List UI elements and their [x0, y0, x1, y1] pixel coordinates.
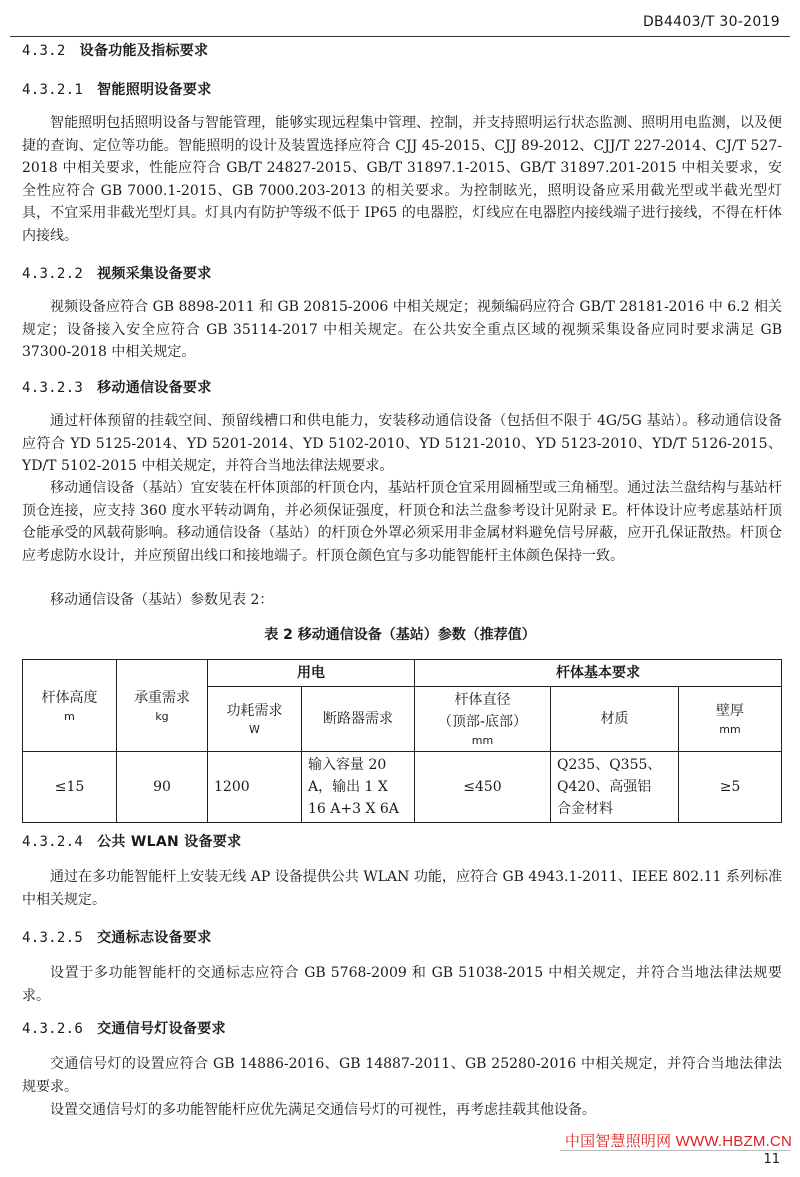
- column-header-thickness: 壁厚 mm: [679, 687, 782, 752]
- paragraph: 视频设备应符合 GB 8898-2011 和 GB 20815-2006 中相关规定；视频编码应符合 GB/T 28181-2016 中 6.2 相关规定；设备接入安全应符合 GB 35114-2017 中相关规定。在公共安全重点区域的视频采集设备应同时要求满足 GB 37300-2018 中相关规定。: [22, 299, 782, 360]
- section-title: 公共 WLAN 设备要求: [97, 834, 242, 850]
- section-heading: [22, 40, 208, 60]
- section-number: 4.3.2.5: [22, 930, 84, 946]
- cell-breaker: 输入容量 20 A，输出 1 X 16 A+3 X 6A: [302, 752, 415, 823]
- header-rule: [10, 36, 790, 37]
- column-header-diameter: 杆体直径 （顶部-底部） mm: [415, 687, 551, 752]
- cell-material: Q235、Q355、 Q420、高强铝 合金材料: [551, 752, 679, 823]
- section-number: 4.3.2: [22, 43, 66, 59]
- section-heading: [22, 927, 212, 947]
- column-header-material: 材质: [551, 687, 679, 752]
- table-caption: 表 2 移动通信设备（基站）参数（推荐值）: [264, 627, 536, 643]
- section-title: 交通信号灯设备要求: [97, 1021, 226, 1037]
- section-number: 4.3.2.1: [22, 82, 84, 98]
- paragraph: 移动通信设备（基站）参数见表 2：: [50, 592, 274, 608]
- section-heading: [22, 377, 212, 397]
- paragraph: 通过杆体预留的挂载空间、预留线槽口和供电能力，安装移动通信设备（包括但不限于 4G/5G 基站）。移动通信设备应符合 YD 5125-2014、YD 5201-2014、YD 5102-2010、YD 5121-2010、YD 5123-2010、YD/T 5126-2015、YD/T 5102-2015 中相关规定，并符合当地法律法规要求。: [22, 413, 782, 474]
- column-group-pole: 杆体基本要求: [415, 660, 782, 687]
- section-title: 设备功能及指标要求: [79, 43, 209, 59]
- watermark: 中国智慧照明网 WWW.HBZM.CN: [564, 1133, 792, 1150]
- section-title: 智能照明设备要求: [97, 82, 212, 98]
- cell-diameter: ≤450: [415, 752, 551, 823]
- parameter-table: [22, 659, 782, 823]
- paragraph: 设置交通信号灯的多功能智能杆应优先满足交通信号灯的可视性，再考虑挂载其他设备。: [50, 1102, 596, 1118]
- column-header-load: 承重需求 kg: [117, 660, 208, 752]
- section-number: 4.3.2.3: [22, 380, 84, 396]
- cell-thickness: ≥5: [679, 752, 782, 823]
- section-heading: [22, 263, 212, 283]
- section-title: 视频采集设备要求: [97, 266, 212, 282]
- section-heading: [22, 831, 241, 851]
- section-number: 4.3.2.6: [22, 1021, 84, 1037]
- column-header-height: 杆体高度 m: [23, 660, 117, 752]
- column-group-power: 用电: [208, 660, 415, 687]
- table-header-row: [23, 660, 782, 687]
- paragraph: 智能照明包括照明设备与智能管理，能够实现远程集中管理、控制，并支持照明运行状态监测、照明用电监测，以及便捷的查询、定位等功能。智能照明的设计及装置选择应符合 CJJ 45-2015、CJJ 89-2012、CJJ/T 227-2014、CJ/T 527-2018 中相关要求，性能应符合 GB/T 24827-2015、GB/T 31897.1-2015、GB/T 31897.201-2015 中相关要求，安全性应符合 GB 7000.1-2015、GB 7000.203-2013 的相关要求。为控制眩光，照明设备应采用截光型或半截光型灯具，不宜采用非截光型灯具。灯具内有防护等级不低于 IP65 的电器腔，灯线应在电器腔内接线端子进行接线，不得在杆体内接线。: [22, 115, 782, 244]
- page-number: 11: [763, 1152, 780, 1167]
- doc-code: DB4403/T 30-2019: [642, 14, 780, 30]
- paragraph: 通过在多功能智能杆上安装无线 AP 设备提供公共 WLAN 功能，应符合 GB 4943.1-2011、IEEE 802.11 系列标准中相关规定。: [22, 869, 782, 908]
- table-row: [23, 752, 782, 823]
- section-number: 4.3.2.4: [22, 834, 84, 850]
- paragraph: 移动通信设备（基站）宜安装在杆体顶部的杆顶仓内，基站杆顶仓宜采用圆桶型或三角桶型。通过法兰盘结构与基站杆顶仓连接，应支持 360 度水平转动调角，并必须保证强度，杆顶仓和法兰盘参考设计见附录 E。杆体设计应考虑基站杆顶仓能承受的风载荷影响。移动通信设备（基站）的杆顶仓外罩必须采用非金属材料避免信号屏蔽，应开孔保证散热。杆顶仓应考虑防水设计，并应预留出线口和接地端子。杆顶仓颜色宜与多功能智能杆主体颜色保持一致。: [22, 480, 782, 564]
- column-header-power: 功耗需求 W: [208, 687, 302, 752]
- cell-height: ≤15: [23, 752, 117, 823]
- section-heading: [22, 1018, 226, 1038]
- section-title: 交通标志设备要求: [97, 930, 212, 946]
- cell-power: 1200: [208, 752, 302, 823]
- section-heading: [22, 79, 212, 99]
- section-number: 4.3.2.2: [22, 266, 84, 282]
- paragraph: 交通信号灯的设置应符合 GB 14886-2016、GB 14887-2011、GB 25280-2016 中相关规定，并符合当地法律法规要求。: [22, 1056, 782, 1095]
- paragraph: 设置于多功能智能杆的交通标志应符合 GB 5768-2009 和 GB 51038-2015 中相关规定，并符合当地法律法规要求。: [22, 965, 782, 1004]
- section-title: 移动通信设备要求: [97, 380, 212, 396]
- cell-load: 90: [117, 752, 208, 823]
- column-header-breaker: 断路器需求: [302, 687, 415, 752]
